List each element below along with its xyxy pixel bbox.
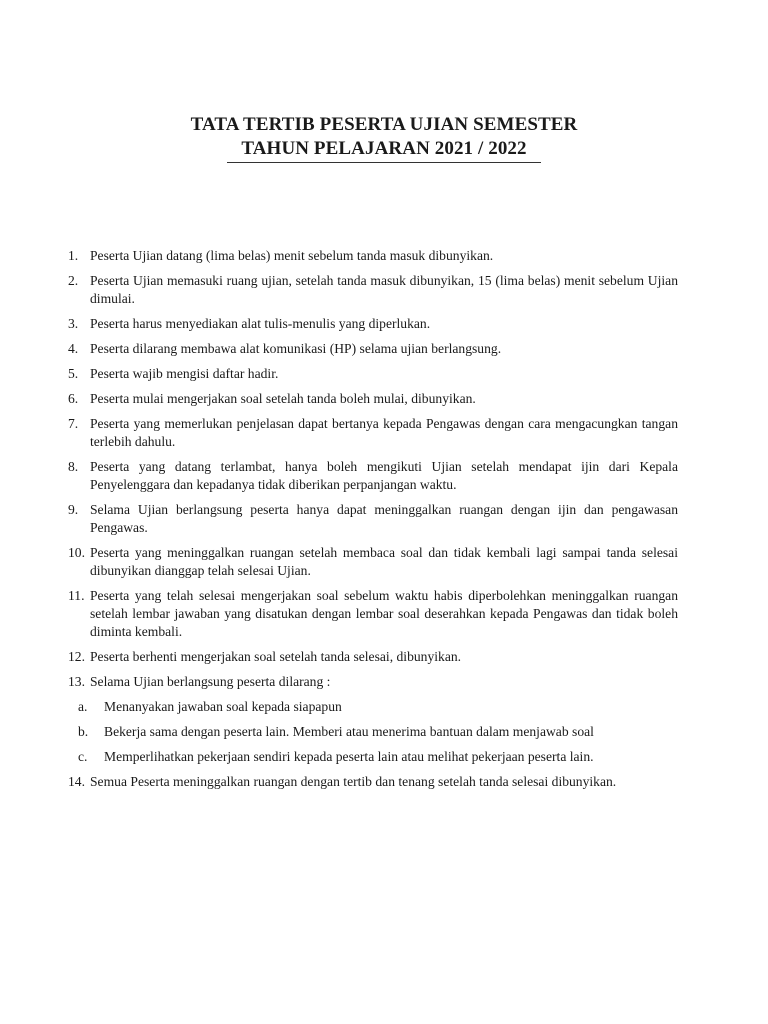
sub-list-item	[68, 748, 678, 766]
item-number: 9.	[68, 502, 79, 517]
item-number: 2.	[68, 273, 79, 288]
item-text: Peserta yang telah selesai mengerjakan soal sebelum waktu habis diperbolehkan meninggalkan ruangan setelah lembar jawaban yang disatukan dengan lembar soal deserahkan kepada Pengawas dan tidak boleh diminta kembali.	[90, 588, 678, 639]
list-item	[68, 773, 678, 791]
item-text: Peserta yang datang terlambat, hanya boleh mengikuti Ujian setelah mendapat ijin dari Kepala Penyelenggara dan kepadanya tidak diberikan perpanjangan waktu.	[90, 459, 678, 492]
sub-item-letter: b.	[78, 724, 89, 739]
list-item	[68, 673, 678, 691]
item-text: Peserta Ujian datang (lima belas) menit sebelum tanda masuk dibunyikan.	[90, 248, 494, 263]
item-number: 7.	[68, 416, 79, 431]
item-text: Peserta yang memerlukan penjelasan dapat bertanya kepada Pengawas dengan cara mengacungkan tangan terlebih dahulu.	[90, 416, 678, 449]
list-item	[68, 458, 678, 494]
list-item	[68, 501, 678, 537]
item-text: Selama Ujian berlangsung peserta hanya dapat meninggalkan ruangan dengan ijin dan pengawasan Pengawas.	[90, 502, 678, 535]
item-number: 4.	[68, 341, 79, 356]
item-text: Peserta harus menyediakan alat tulis-menulis yang diperlukan.	[90, 316, 431, 331]
item-text: Peserta Ujian memasuki ruang ujian, setelah tanda masuk dibunyikan, 15 (lima belas) menit sebelum Ujian dimulai.	[90, 273, 678, 306]
item-text: Peserta berhenti mengerjakan soal setelah tanda selesai, dibunyikan.	[90, 649, 462, 664]
sub-item-letter: c.	[78, 749, 88, 764]
item-text: Peserta yang meninggalkan ruangan setelah membaca soal dan tidak kembali lagi sampai tanda selesai dibunyikan dianggap telah selesai Ujian.	[90, 545, 678, 578]
item-number: 6.	[68, 391, 79, 406]
item-number: 1.	[68, 248, 79, 263]
item-number: 5.	[68, 366, 79, 381]
sub-item-text: Memperlihatkan pekerjaan sendiri kepada peserta lain atau melihat pekerjaan peserta lain.	[104, 749, 594, 764]
item-text: Semua Peserta meninggalkan ruangan dengan tertib dan tenang setelah tanda selesai dibunyikan.	[90, 774, 617, 789]
list-item	[68, 544, 678, 580]
item-number: 10.	[68, 545, 85, 560]
list-item	[68, 247, 678, 265]
document-title-block	[0, 113, 768, 163]
list-item	[68, 365, 678, 383]
item-number: 12.	[68, 649, 85, 664]
sub-item-letter: a.	[78, 699, 88, 714]
item-text: Peserta mulai mengerjakan soal setelah tanda boleh mulai, dibunyikan.	[90, 391, 476, 406]
sub-item-text: Bekerja sama dengan peserta lain. Memberi atau menerima bantuan dalam menjawab soal	[104, 724, 594, 739]
list-item	[68, 315, 678, 333]
sub-item-text: Menanyakan jawaban soal kepada siapapun	[104, 699, 342, 714]
item-text: Peserta dilarang membawa alat komunikasi (HP) selama ujian berlangsung.	[90, 341, 502, 356]
list-item	[68, 272, 678, 308]
item-number: 14.	[68, 774, 85, 789]
list-item	[68, 390, 678, 408]
list-item	[68, 415, 678, 451]
item-number: 3.	[68, 316, 79, 331]
item-number: 11.	[68, 588, 85, 603]
document-subtitle: TAHUN PELAJARAN 2021 / 2022	[227, 137, 540, 163]
rules-list	[68, 247, 678, 798]
list-item	[68, 340, 678, 358]
item-number: 8.	[68, 459, 79, 474]
list-item	[68, 648, 678, 666]
list-item	[68, 587, 678, 641]
item-text: Peserta wajib mengisi daftar hadir.	[90, 366, 279, 381]
sub-list-item	[68, 723, 678, 741]
item-number: 13.	[68, 674, 85, 689]
document-title: TATA TERTIB PESERTA UJIAN SEMESTER	[190, 114, 578, 135]
sub-list-item	[68, 698, 678, 716]
item-text: Selama Ujian berlangsung peserta dilarang :	[90, 674, 331, 689]
